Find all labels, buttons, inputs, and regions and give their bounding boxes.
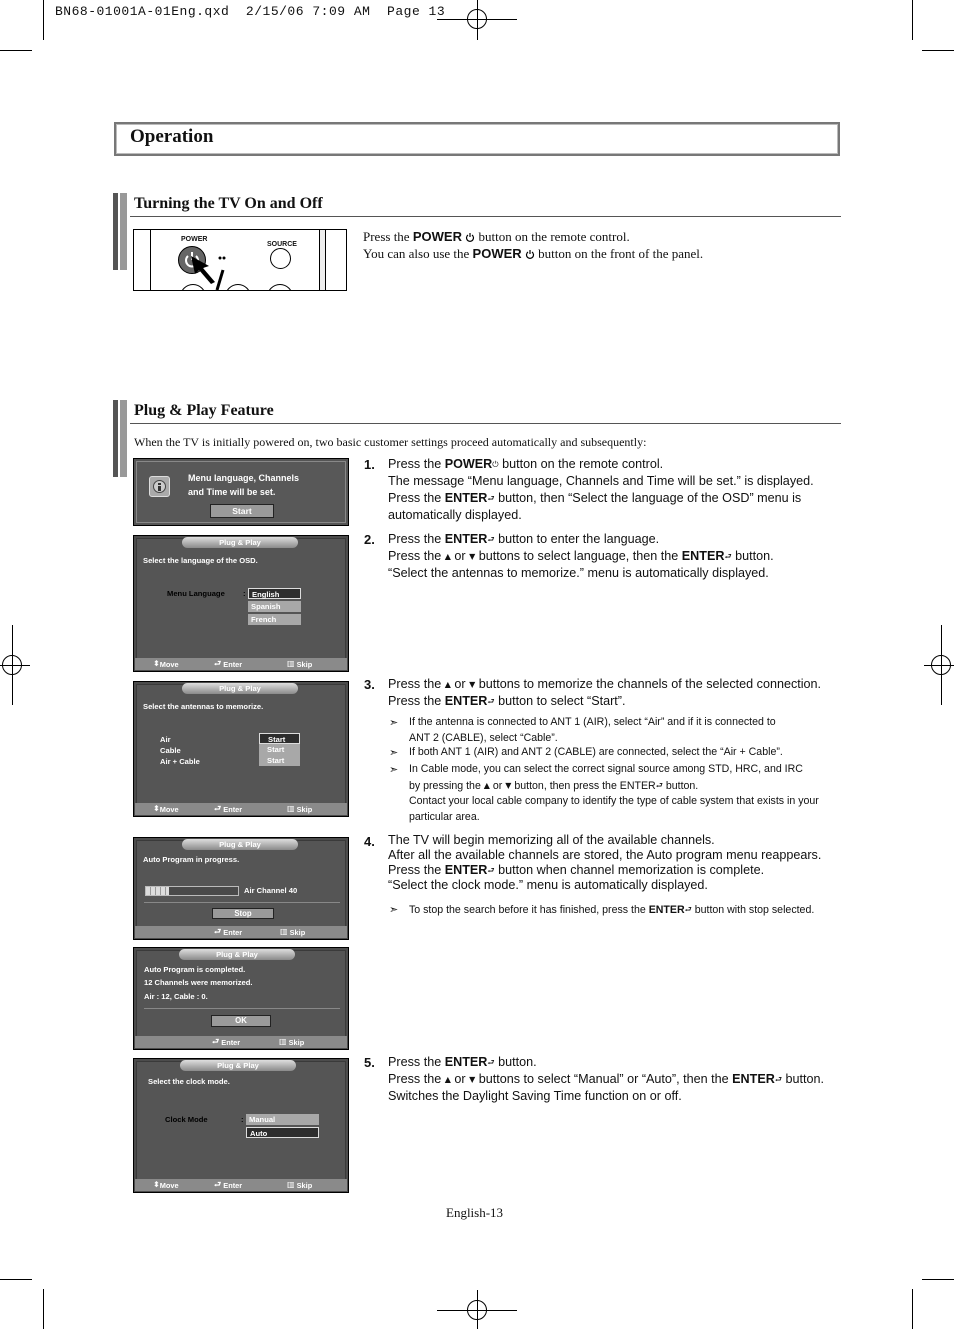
menu-language-label: Menu Language bbox=[167, 589, 225, 598]
clock-mode-label: Clock Mode bbox=[165, 1115, 208, 1124]
step-number: 5. bbox=[364, 1055, 375, 1070]
note-arrow-icon: ➣ bbox=[389, 746, 399, 759]
step4-text: The TV will begin memorizing all of the available channels. After all the available channels are stored, the Auto program menu reappears. Press the ENTER⮐ button when channel memorization is complete. “Select the clock mode.” menu is automatically displayed. bbox=[388, 833, 822, 892]
crop-mark bbox=[0, 1279, 32, 1280]
antenna-label-air-cable: Air + Cable bbox=[160, 757, 200, 766]
enter-icon: ⮐ bbox=[684, 905, 692, 914]
enter-icon: ⮐ bbox=[487, 1058, 495, 1067]
crop-mark bbox=[0, 50, 32, 51]
screen-footer: ⬍Move ⮐ Enter ▥ Skip bbox=[135, 803, 347, 815]
step-number: 2. bbox=[364, 532, 375, 547]
print-header: BN68-01001A-01Eng.qxd 2/15/06 7:09 AM Page 13 bbox=[55, 4, 446, 19]
screen-footer: ⬍Move ⮐ Enter ▥ Skip bbox=[135, 658, 347, 670]
screen-heading: Select the language of the OSD. bbox=[143, 556, 258, 565]
screen-tab: Plug & Play bbox=[182, 537, 298, 548]
progress-fill bbox=[146, 887, 169, 895]
up-down-icon: ⬍ bbox=[153, 804, 160, 813]
enter-icon: ⮐ bbox=[655, 780, 663, 790]
step-number: 3. bbox=[364, 677, 375, 692]
skip-icon: ▥ bbox=[280, 927, 288, 936]
power-text-line1: Press the POWER button on the remote control. bbox=[363, 229, 630, 244]
registration-mark bbox=[941, 625, 942, 705]
divider bbox=[144, 1008, 340, 1009]
up-triangle-icon: ▲ bbox=[483, 780, 490, 790]
tv-screen-clock-mode bbox=[133, 1058, 349, 1193]
step-number: 1. bbox=[364, 457, 375, 472]
note-stop-search: To stop the search before it has finished, press the ENTER⮐ button with stop selected. bbox=[409, 904, 815, 916]
up-triangle-icon: ▲ bbox=[444, 1075, 451, 1084]
air-channel-readout: Air Channel 40 bbox=[244, 886, 298, 895]
screen-message-line1: Menu language, Channels bbox=[188, 473, 300, 483]
enter-icon: ⮐ bbox=[487, 866, 495, 875]
step2-text: Press the ENTER⮐ button to enter the language. Press the ▲ or ▼ buttons to select language, then the ENTER⮐ button. “Select the antennas to memorize.” menu is automatically displayed. bbox=[388, 532, 774, 580]
step3-text: Press the ▲ or ▼ buttons to memorize the channels of the selected connection. Press the ENTER⮐ button to select “Start”. bbox=[388, 677, 822, 708]
screen-message-line2: and Time will be set. bbox=[188, 487, 276, 497]
page-title: Operation bbox=[130, 126, 214, 147]
crop-mark bbox=[922, 50, 954, 51]
registration-mark bbox=[12, 625, 13, 705]
power-key-label: POWER bbox=[181, 236, 208, 243]
option-spanish[interactable]: Spanish bbox=[248, 601, 301, 612]
enter-icon: ⮐ bbox=[214, 1180, 222, 1189]
registration-mark bbox=[477, 0, 478, 40]
power-icon: ⏻ bbox=[492, 460, 499, 469]
option-english[interactable]: English bbox=[248, 588, 301, 599]
tv-screen-auto-program bbox=[133, 837, 349, 940]
screen-footer: ⬍Move ⮐ Enter ▥ Skip bbox=[135, 1179, 347, 1191]
up-triangle-icon: ▲ bbox=[444, 680, 451, 689]
power-text-line2: You can also use the POWER button on the front of the panel. bbox=[363, 246, 704, 261]
enter-icon: ⮐ bbox=[724, 552, 732, 561]
note-arrow-icon: ➣ bbox=[389, 903, 399, 916]
ok-button[interactable]: OK bbox=[211, 1015, 271, 1027]
remote-illustration bbox=[133, 229, 347, 291]
option-manual[interactable]: Manual bbox=[246, 1114, 319, 1125]
completed-line2: 12 Channels were memorized. bbox=[144, 978, 253, 987]
crop-mark bbox=[43, 1289, 44, 1329]
up-down-icon: ⬍ bbox=[153, 1180, 160, 1189]
section-heading-power: Turning the TV On and Off bbox=[134, 195, 323, 212]
section-rule bbox=[130, 423, 841, 424]
registration-mark bbox=[0, 665, 30, 666]
skip-icon: ▥ bbox=[287, 659, 295, 668]
screen-tab: Plug & Play bbox=[179, 949, 295, 960]
note-arrow-icon: ➣ bbox=[389, 716, 399, 729]
divider bbox=[144, 902, 340, 903]
enter-icon: ⮐ bbox=[487, 494, 495, 503]
skip-icon: ▥ bbox=[279, 1037, 287, 1046]
stop-button[interactable]: Stop bbox=[212, 908, 274, 919]
note-both-ant: If both ANT 1 (AIR) and ANT 2 (CABLE) are connected, select the “Air + Cable”. bbox=[409, 746, 783, 758]
tv-screen-antennas bbox=[133, 681, 349, 817]
skip-icon: ▥ bbox=[287, 804, 295, 813]
start-option-air-cable[interactable]: Start bbox=[259, 755, 300, 766]
tv-screen-completed bbox=[133, 947, 349, 1050]
down-triangle-icon: ▼ bbox=[469, 680, 476, 689]
screen-heading: Select the clock mode. bbox=[148, 1077, 230, 1086]
enter-icon: ⮐ bbox=[487, 535, 495, 544]
colon: : bbox=[241, 1115, 244, 1124]
crop-mark bbox=[922, 1279, 954, 1280]
option-auto[interactable]: Auto bbox=[246, 1127, 319, 1138]
section-rule bbox=[130, 216, 841, 217]
up-triangle-icon: ▲ bbox=[444, 552, 451, 561]
step5-text: Press the ENTER⮐ button. Press the ▲ or ▼ buttons to select “Manual” or “Auto”, then the ENTER⮐ button. Switches the Daylight Saving Time function on or off. bbox=[388, 1055, 825, 1103]
crop-mark bbox=[43, 0, 44, 40]
option-french[interactable]: French bbox=[248, 614, 301, 625]
registration-mark bbox=[477, 1290, 478, 1329]
power-icon bbox=[525, 249, 535, 259]
screen-heading: Auto Program in progress. bbox=[143, 855, 240, 864]
crop-mark bbox=[912, 1289, 913, 1329]
completed-line3: Air : 12, Cable : 0. bbox=[144, 992, 208, 1001]
screen-heading: Select the antennas to memorize. bbox=[143, 702, 264, 711]
plug-play-intro: When the TV is initially powered on, two basic customer settings proceed automatically and subsequently: bbox=[134, 435, 647, 449]
source-button bbox=[270, 248, 291, 269]
registration-mark bbox=[924, 665, 954, 666]
screen-tab: Plug & Play bbox=[182, 839, 298, 850]
down-triangle-icon: ▼ bbox=[469, 1075, 476, 1084]
enter-icon: ⮐ bbox=[774, 1075, 783, 1084]
up-down-icon: ⬍ bbox=[153, 659, 160, 668]
screen-tab: Plug & Play bbox=[180, 1060, 296, 1071]
down-triangle-icon: ▼ bbox=[505, 780, 512, 790]
section-bar bbox=[113, 193, 127, 270]
crop-mark bbox=[912, 0, 913, 40]
info-icon bbox=[149, 476, 170, 497]
page-number: English-13 bbox=[446, 1205, 504, 1220]
enter-icon: ⮐ bbox=[487, 697, 495, 706]
start-option-air[interactable]: Start bbox=[259, 733, 300, 744]
enter-icon: ⮐ bbox=[214, 804, 222, 813]
start-option-cable[interactable]: Start bbox=[259, 744, 300, 755]
colon: : bbox=[243, 589, 246, 598]
section-bar bbox=[113, 400, 127, 477]
skip-icon: ▥ bbox=[287, 1180, 295, 1189]
source-key-label: SOURCE bbox=[267, 241, 297, 248]
title-box bbox=[114, 122, 840, 156]
progress-bar bbox=[145, 886, 239, 896]
antenna-label-air: Air bbox=[160, 735, 171, 744]
section-heading-plug-play: Plug & Play Feature bbox=[134, 402, 274, 419]
down-triangle-icon: ▼ bbox=[469, 552, 476, 561]
antenna-label-cable: Cable bbox=[160, 746, 181, 755]
screen-tab: Plug & Play bbox=[182, 683, 298, 694]
enter-icon: ⮐ bbox=[214, 927, 222, 936]
step1-text: Press the POWER⏻ button on the remote control. The message “Menu language, Channels and Time will be set.” is displayed. Press the ENTER⮐ button, then “Select the language of the OSD” menu is automatically displayed. bbox=[388, 457, 814, 522]
note-ant1: If the antenna is connected to ANT 1 (AIR), select “Air” and if it is connected to ANT 2 (CABLE), select “Cable”. bbox=[409, 716, 776, 744]
note-cable-mode: In Cable mode, you can select the correct signal source among STD, HRC, and IRC by pressing the ▲ or ▼ button, then press the ENTER⮐ button. Contact your local cable company to identify the type of cable system that exists in your particular area. bbox=[409, 763, 819, 823]
completed-line1: Auto Program is completed. bbox=[144, 965, 246, 974]
screen-footer: ⮐ Enter ▥ Skip bbox=[135, 1036, 347, 1048]
enter-icon: ⮐ bbox=[212, 1037, 220, 1046]
screen-footer: ⮐ Enter ▥ Skip bbox=[135, 926, 347, 938]
note-arrow-icon: ➣ bbox=[389, 763, 399, 776]
start-button[interactable]: Start bbox=[210, 504, 274, 518]
tv-screen-start bbox=[133, 458, 349, 526]
enter-icon: ⮐ bbox=[214, 659, 222, 668]
power-icon bbox=[465, 232, 475, 242]
tv-screen-language bbox=[133, 535, 349, 672]
step-number: 4. bbox=[364, 834, 375, 849]
